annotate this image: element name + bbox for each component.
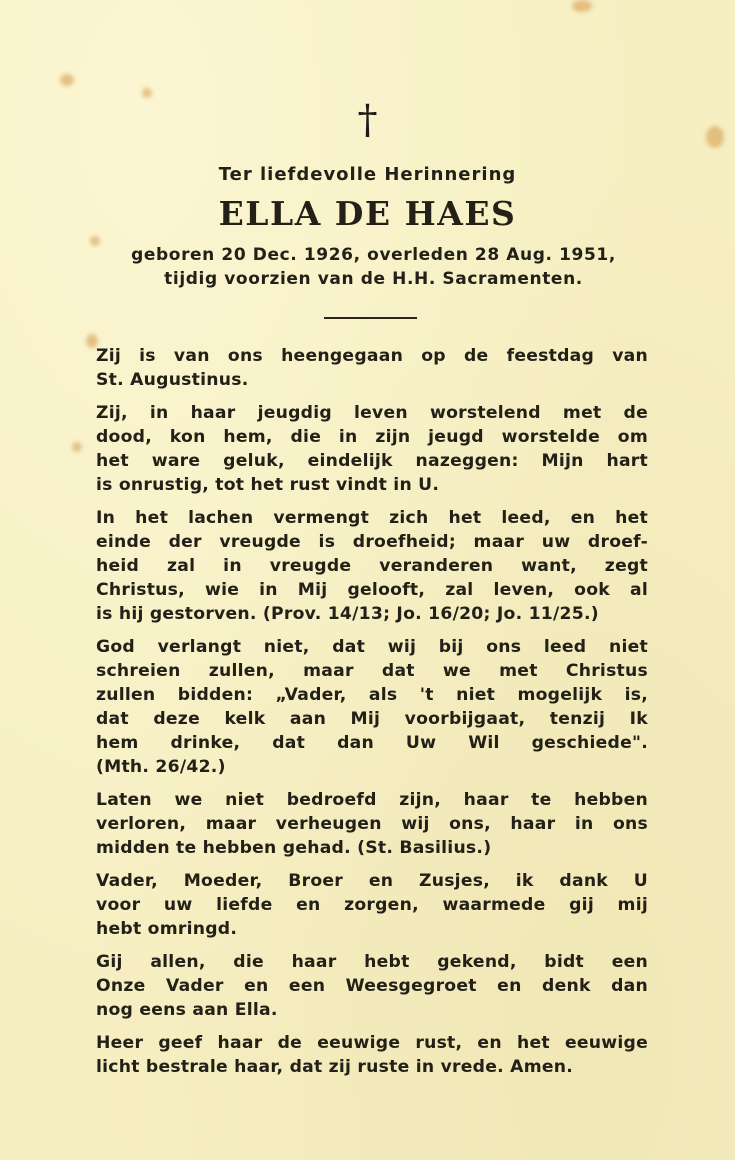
text-line: is hij gestorven. (Prov. 14/13; Jo. 16/20; Jo. 11/25.) [96, 604, 599, 624]
cross-icon: † [357, 97, 378, 143]
text-line: nog eens aan Ella. [96, 1000, 278, 1020]
text-line: voor uw liefde en zorgen, waarmede gij mij [96, 895, 648, 915]
dedication-subtitle: Ter liefdevolle Herinnering [218, 164, 517, 185]
text-paragraph [96, 506, 648, 626]
text-line: Laten we niet bedroefd zijn, haar te hebben [96, 790, 648, 810]
deceased-name: ELLA DE HAES [218, 194, 517, 233]
text-line: einde der vreugde is droefheid; maar uw droef- [96, 532, 648, 552]
text-paragraph [96, 401, 648, 497]
text-line: Christus, wie in Mij gelooft, zal leven, ook al [96, 580, 648, 600]
text-line: God verlangt niet, dat wij bij ons leed niet [96, 637, 648, 657]
text-line: heid zal in vreugde veranderen want, zegt [96, 556, 648, 576]
text-line: In het lachen vermengt zich het leed, en het [96, 508, 648, 528]
text-line: (Mth. 26/42.) [96, 757, 226, 777]
text-paragraph [96, 1031, 648, 1079]
text-paragraph [96, 788, 648, 860]
text-line: Gij allen, die haar hebt gekend, bidt een [96, 952, 648, 972]
birth-death-line: geboren 20 Dec. 1926, overleden 28 Aug. 1951, [131, 245, 616, 265]
text-line: Vader, Moeder, Broer en Zusjes, ik dank U [96, 871, 648, 891]
foxing-spot [60, 74, 74, 86]
text-line: verloren, maar verheugen wij ons, haar in ons [96, 814, 648, 834]
sacraments-line: tijdig voorzien van de H.H. Sacramenten. [164, 269, 583, 289]
text-paragraph [96, 635, 648, 779]
divider-rule [324, 317, 417, 319]
dates-block [86, 243, 661, 291]
foxing-spot [572, 0, 592, 12]
text-paragraph [96, 950, 648, 1022]
foxing-spot [72, 442, 82, 452]
text-paragraph [96, 344, 648, 392]
text-paragraph [96, 869, 648, 941]
text-line: licht bestrale haar, dat zij ruste in vrede. Amen. [96, 1057, 574, 1077]
text-line: Onze Vader en een Weesgegroet en denk dan [96, 976, 648, 996]
text-line: dood, kon hem, die in zijn jeugd worstelde om [96, 427, 648, 447]
memorial-text [96, 344, 648, 1088]
text-line: is onrustig, tot het rust vindt in U. [96, 475, 440, 495]
text-line: Zij is van ons heengegaan op de feestdag van [96, 346, 648, 366]
text-line: het ware geluk, eindelijk nazeggen: Mijn hart [96, 451, 648, 471]
text-line: midden te hebben gehad. (St. Basilius.) [96, 838, 492, 858]
text-line: Heer geef haar de eeuwige rust, en het eeuwige [96, 1033, 648, 1053]
text-line: hem drinke, dat dan Uw Wil geschiede". [96, 733, 648, 753]
text-line: St. Augustinus. [96, 370, 249, 390]
text-line: Zij, in haar jeugdig leven worstelend met de [96, 403, 648, 423]
text-line: dat deze kelk aan Mij voorbijgaat, tenzij Ik [96, 709, 648, 729]
text-line: hebt omringd. [96, 919, 238, 939]
text-line: zullen bidden: „Vader, als 't niet mogelijk is, [96, 685, 648, 705]
text-line: schreien zullen, maar dat we met Christus [96, 661, 648, 681]
